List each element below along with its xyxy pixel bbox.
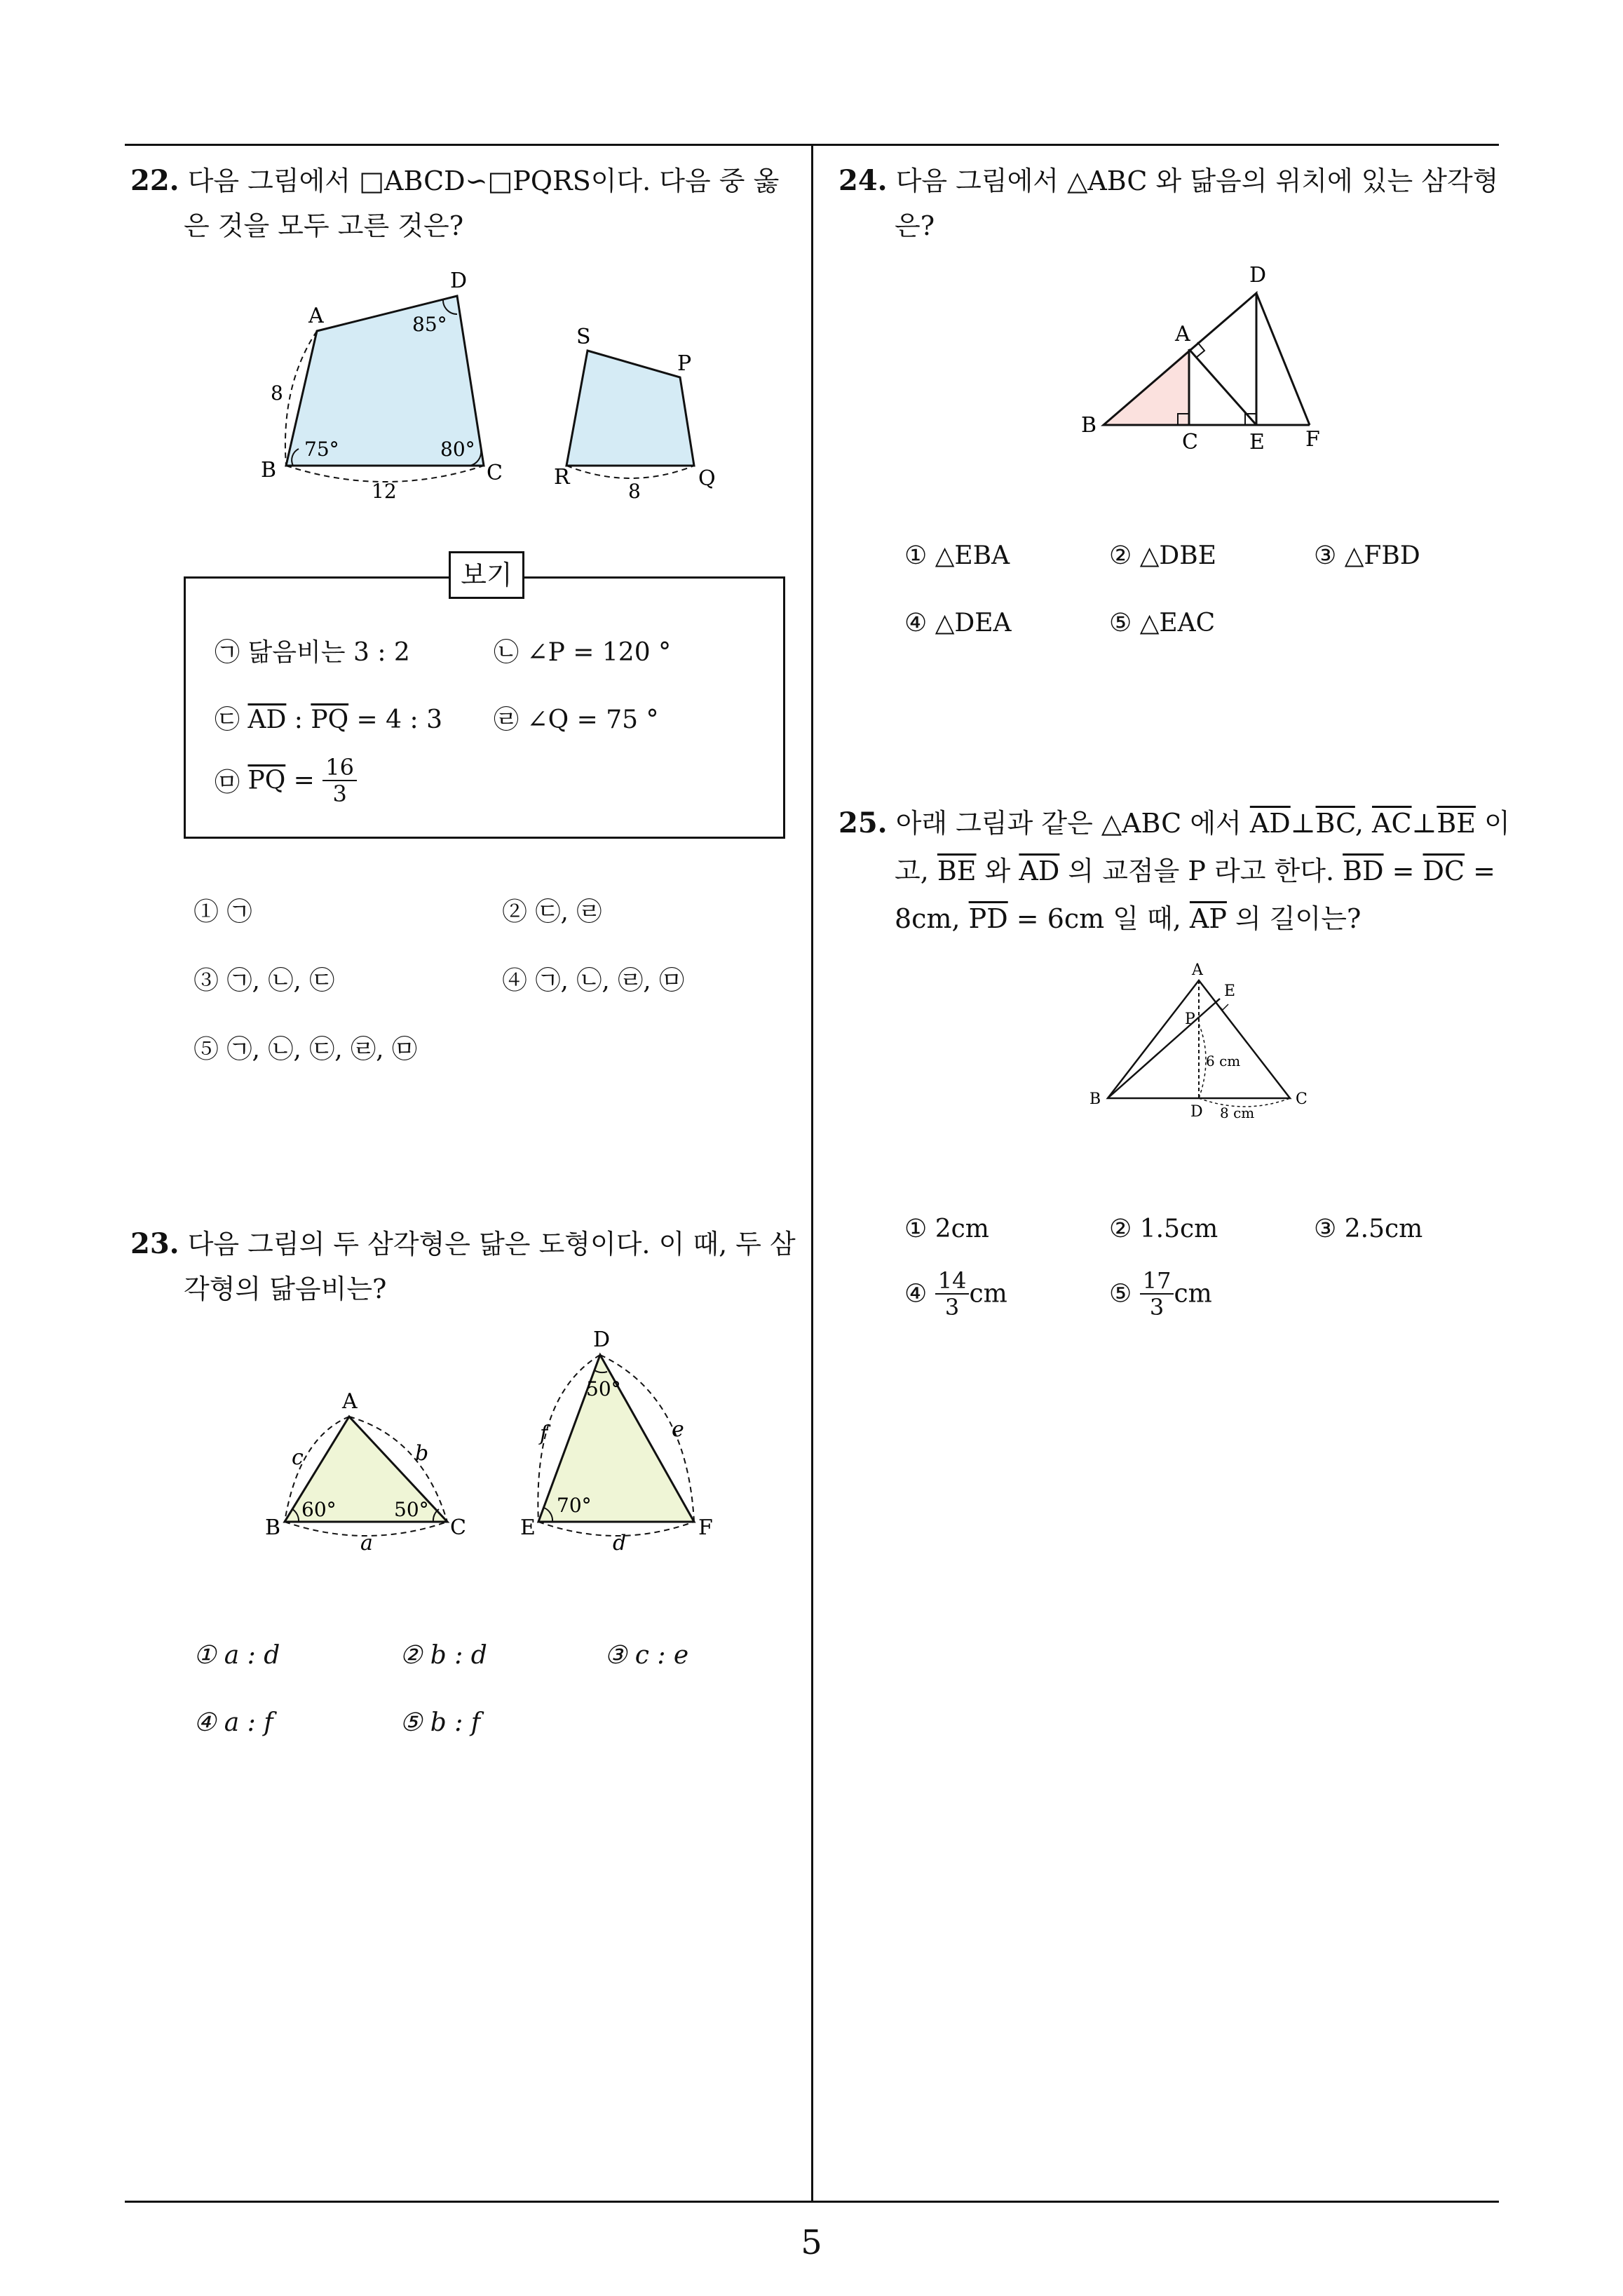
label-p: P [677,351,692,376]
label-b: B [1081,413,1097,438]
angle-d: 85° [412,313,447,336]
angle-b: 60° [301,1498,337,1521]
q24-line1: 24. 다음 그림에서 △ABC 와 닮음의 위치에 있는 삼각형 [838,164,1499,197]
label-r: R [554,465,570,489]
q24-figure [1066,259,1346,463]
q25-option-4[interactable]: ④ $\frac{14}{3}$ cm [904,1267,1007,1321]
q22-number: 22. [130,164,179,197]
label-b: B [1089,1090,1101,1108]
q24-option-3[interactable]: ③ △FBD [1314,541,1420,570]
side-c: c [292,1445,304,1470]
q24-option-1[interactable]: ① △EBA [904,541,1010,570]
q23-option-3[interactable]: ③ c : e [604,1641,689,1670]
page-number: 5 [801,2223,822,2262]
q25-line3: 8cm, $\overline{PD} = 6cm$ 일 때, $\overline{AP}$ 의 길이는? [895,903,1361,934]
q22-option-3[interactable]: ③ ㉠, ㉡, ㉢ [193,966,335,995]
angle-c: 50° [394,1498,429,1521]
q23-line2: 각형의 닮음비는? [184,1274,387,1304]
q23-figure [259,1325,736,1564]
q23-number: 23. [130,1227,179,1260]
label-f: F [698,1515,713,1540]
label-c: C [1182,430,1198,454]
angle-e: 70° [557,1494,592,1517]
side-a: a [360,1531,373,1555]
bogi-item-4: ㉣ ∠Q = 75 ° [494,705,659,734]
q25-line1: 25. 아래 그림과 같은 △ABC 에서 $\overline{AD}\perp\overline{BC}$, $\overline{AC}\perp\overline{BE}$ 이 [838,806,1510,839]
label-b: B [261,458,277,482]
bogi-item-5: ㉤ $\overline{PQ}$ = $\frac{16}{3}$ [215,755,357,806]
angle-c: 80° [440,438,475,461]
side-bc: 12 [372,480,397,503]
q24-number: 24. [838,164,888,197]
label-a: A [308,304,324,328]
label-d: D [593,1328,611,1352]
side-ab: 8 [271,381,283,405]
column-divider [811,144,813,2202]
q23-option-1[interactable]: ① a : d [193,1641,280,1670]
label-p: P [1185,1011,1195,1028]
bogi-item-1: ㉠ 닮음비는 3 : 2 [215,638,410,667]
length-dc: 8 cm [1220,1105,1255,1121]
q23-line1: 23. 다음 그림의 두 삼각형은 닮은 도형이다. 이 때, 두 삼 [130,1227,796,1260]
q22-option-5[interactable]: ⑤ ㉠, ㉡, ㉢, ㉣, ㉤ [193,1035,417,1064]
side-f: f [540,1422,548,1446]
label-e: E [1224,982,1236,1000]
q25-option-3[interactable]: ③ 2.5cm [1314,1215,1423,1243]
label-a: A [1192,961,1203,979]
label-f: F [1305,427,1320,452]
side-rq: 8 [628,480,641,503]
q23-option-2[interactable]: ② b : d [400,1641,487,1670]
angle-b: 75° [304,438,339,461]
label-e: E [520,1515,536,1540]
label-d: D [1249,263,1267,288]
bogi-item-2: ㉡ ∠P = 120 ° [494,638,672,667]
q22-line2: 은 것을 모두 고른 것은? [184,210,464,241]
q25-option-1[interactable]: ① 2cm [904,1215,989,1243]
q22-option-1[interactable]: ① ㉠ [193,898,252,926]
q25-figure [1080,961,1332,1136]
q23-option-5[interactable]: ⑤ b : f [400,1708,481,1737]
arc-rq [566,466,694,478]
angle-d: 50° [586,1377,621,1400]
q23-option-4[interactable]: ④ a : f [193,1708,273,1737]
label-c: C [1296,1090,1308,1108]
q22-figure [252,266,743,505]
q24-option-5[interactable]: ⑤ △EAC [1109,609,1216,637]
label-b: B [265,1515,281,1540]
side-d: d [613,1531,627,1555]
label-a: A [1175,322,1190,346]
quad-pqrs [566,351,694,466]
q25-option-5[interactable]: ⑤ $\frac{17}{3}$ cm [1109,1267,1212,1321]
q25-line2: 고, $\overline{BE}$ 와 $\overline{AD}$ 의 교점을 P 라고 한다. $\overline{BD} = \overline{DC}$ = [895,856,1496,886]
length-pd: 6 cm [1206,1053,1241,1069]
q24-option-4[interactable]: ④ △DEA [904,609,1012,637]
q25-number: 25. [838,806,888,839]
label-q: Q [698,466,716,491]
label-e: E [1249,430,1265,454]
segment-be [1108,999,1220,1098]
label-d: D [450,269,468,293]
label-c: C [487,461,503,485]
label-d: D [1190,1103,1203,1121]
q22-option-2[interactable]: ② ㉢, ㉣ [502,898,602,926]
side-e: e [672,1417,684,1442]
q25-option-2[interactable]: ② 1.5cm [1109,1215,1218,1243]
label-s: S [576,325,591,349]
q24-option-2[interactable]: ② △DBE [1109,541,1216,570]
label-c: C [450,1515,466,1540]
label-a: A [342,1389,358,1414]
q24-line2: 은? [895,210,935,241]
bogi-title: 보기 [449,551,524,599]
bogi-item-3: ㉢ $\overline{AD}$ : $\overline{PQ} = 4$ : 3 [215,705,442,734]
side-b: b [415,1441,429,1466]
q22-option-4[interactable]: ④ ㉠, ㉡, ㉣, ㉤ [502,966,685,995]
q22-line1: 22. 다음 그림에서 □ABCD∽□PQRS이다. 다음 중 옳 [130,164,780,197]
bottom-rule [125,2201,1499,2203]
